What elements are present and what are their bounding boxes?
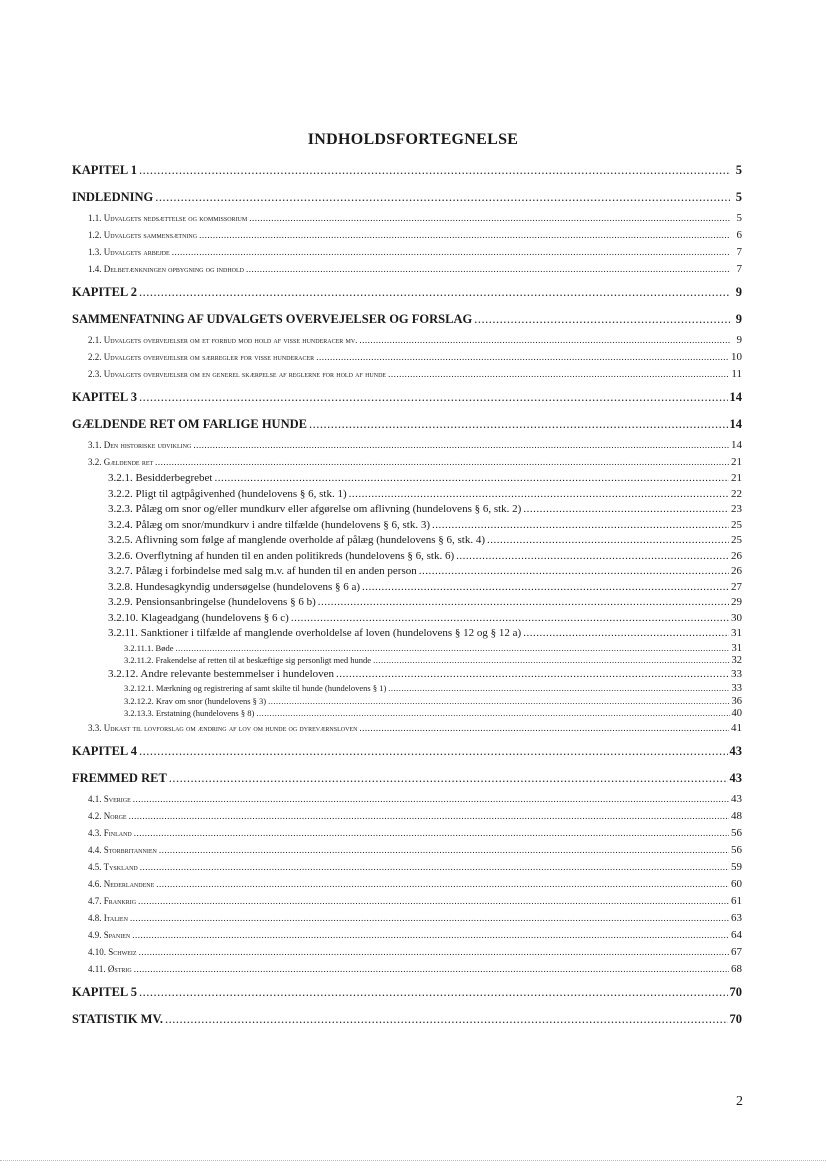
toc-entry-label: 3.2.6. Overflytning af hunden til en anden politikreds (hundelovens § 6, stk. 6) [108, 549, 455, 562]
toc-entry-page: 21 [731, 472, 742, 484]
toc-entry[interactable] [72, 893, 742, 910]
toc-entry-label: 1.3. Udvalgets arbejde [88, 247, 170, 257]
toc-entry[interactable] [72, 927, 742, 944]
dot-leader [139, 158, 730, 183]
dot-leader [362, 580, 729, 596]
toc-entry-page: 23 [731, 503, 742, 515]
toc-entry-page: 31 [731, 642, 742, 654]
toc-entry-page: 61 [731, 894, 742, 907]
toc-entry-page: 5 [735, 163, 742, 177]
toc-entry-page: 6 [736, 229, 742, 241]
toc-entry[interactable] [72, 261, 742, 278]
toc-entry-page: 64 [731, 928, 742, 941]
toc-entry[interactable] [72, 349, 742, 366]
toc-entry-page: 25 [731, 518, 742, 531]
toc-entry-page: 56 [731, 826, 742, 839]
toc-entry[interactable] [72, 707, 742, 720]
toc-entry[interactable] [72, 454, 742, 471]
dot-leader [139, 739, 728, 764]
toc-entry-label: 3.2. Gældende ret [88, 457, 154, 467]
toc-entry-label: 4.2. Norge [88, 810, 127, 821]
toc-entry-page: 21 [731, 456, 742, 468]
dot-leader [129, 808, 729, 825]
dot-leader [172, 244, 730, 261]
dot-leader [134, 961, 729, 978]
dot-leader [169, 766, 728, 791]
dot-leader [523, 626, 729, 642]
toc-entry[interactable] [72, 410, 742, 437]
dot-leader [336, 667, 729, 683]
toc-entry-page: 70 [729, 1011, 742, 1026]
toc-entry[interactable] [72, 595, 742, 611]
dot-leader [359, 332, 730, 349]
toc-entry-label: KAPITEL 2 [72, 285, 137, 299]
toc-entry-label: 4.8. Italien [88, 912, 128, 923]
dot-leader [309, 412, 728, 437]
dot-leader [359, 720, 729, 737]
toc-entry[interactable] [72, 825, 742, 842]
dot-leader [130, 910, 729, 927]
dot-leader [155, 185, 730, 210]
toc-entry-page: 14 [731, 439, 742, 451]
dot-leader [156, 876, 729, 893]
toc-entry-label: 3.1. Den historiske udvikling [88, 440, 192, 450]
dot-leader [474, 307, 730, 332]
toc-entry-page: 9 [735, 285, 742, 299]
dot-leader [268, 695, 729, 708]
toc-entry[interactable] [72, 695, 742, 708]
toc-entry-label: 4.3. Finland [88, 827, 132, 838]
toc-entry-page: 25 [731, 534, 742, 546]
dot-leader [291, 611, 729, 627]
toc-entry-label: 3.2.12.1. Mærkning og registrering af samt skilte til hunde (hundelovens § 1) [124, 683, 387, 693]
toc-entry-label: KAPITEL 3 [72, 390, 137, 404]
dot-leader [419, 564, 729, 580]
dot-leader [134, 825, 729, 842]
toc-entry-label: 2.2. Udvalgets overvejelser om særregler for visse hunderacer [88, 352, 315, 362]
toc-entry-label: 4.11. Østrig [88, 963, 132, 974]
toc-entry[interactable] [72, 580, 742, 596]
toc-entry-label: 4.7. Frankrig [88, 895, 137, 906]
toc-entry-page: 41 [731, 721, 742, 734]
toc-entry[interactable] [72, 156, 742, 183]
toc-entry-label: 3.2.8. Hundesagkyndig undersøgelse (hundelovens § 6 a) [108, 580, 361, 593]
toc-entry-page: 56 [731, 843, 742, 856]
dot-leader [139, 980, 728, 1005]
toc-entry-page: 9 [736, 334, 742, 346]
toc-entry-page: 43 [729, 743, 742, 758]
dot-leader [176, 642, 730, 655]
dot-leader [318, 595, 729, 611]
toc-entry-label: 3.2.13.3. Erstatning (hundelovens § 8) [124, 708, 255, 718]
toc-entry-page: 5 [736, 212, 742, 224]
toc-entry[interactable] [72, 876, 742, 893]
toc-entry-label: 4.9. Spanien [88, 929, 131, 940]
dot-leader [349, 487, 729, 503]
dot-leader [388, 366, 729, 383]
toc-entry[interactable] [72, 978, 742, 1005]
toc-entry-page: 10 [731, 351, 742, 363]
dot-leader [138, 893, 729, 910]
toc-entry-page: 68 [731, 962, 742, 975]
dot-leader [432, 518, 729, 534]
toc-entry-label: 4.5. Tyskland [88, 861, 138, 872]
toc-entry[interactable] [72, 244, 742, 261]
toc-entry-page: 67 [731, 945, 742, 958]
toc-entry-label: 3.2.9. Pensionsanbringelse (hundelovens § 6 b) [108, 596, 316, 608]
toc-entry-label: 3.2.7. Pålæg i forbindelse med salg m.v. af hunden til en anden person [108, 565, 417, 577]
toc-entry-label: 3.3. Udkast til lovforslag om ændring af lov om hunde og dyreværnsloven [88, 722, 358, 733]
toc-entry-label: 4.1. Sverige [88, 793, 131, 804]
toc-entry[interactable] [72, 366, 742, 383]
toc-entry[interactable] [72, 859, 742, 876]
dot-leader [214, 471, 729, 487]
toc-entry-label: SAMMENFATNING AF UDVALGETS OVERVEJELSER OG FORSLAG [72, 312, 473, 326]
dot-leader [316, 349, 729, 366]
toc-entry-page: 36 [731, 695, 742, 707]
toc-entry-label: 3.2.11.2. Frakendelse af retten til at beskæftige sig personligt med hunde [124, 655, 372, 665]
dot-leader [165, 1007, 727, 1032]
toc-entry[interactable] [72, 518, 742, 534]
toc-entry-label: 4.6. Nederlandene [88, 878, 155, 889]
dot-leader [373, 654, 729, 667]
dot-leader [246, 261, 730, 278]
toc-entry-page: 9 [735, 312, 742, 326]
toc-entry-page: 70 [729, 984, 742, 999]
dot-leader [159, 842, 729, 859]
toc-entry-label: 4.4. Storbritannien [88, 844, 157, 855]
toc-entry[interactable] [72, 564, 742, 580]
toc-entry[interactable] [72, 667, 742, 683]
dot-leader [487, 533, 729, 549]
toc-entry-label: 4.10. Schweiz [88, 946, 137, 957]
dot-leader [249, 210, 730, 227]
toc-entry-label: 2.1. Udvalgets overvejelser om et forbud mod hold af visse hunderacer mv. [88, 335, 358, 345]
toc-entry-page: 48 [731, 809, 742, 822]
toc-entry[interactable] [72, 210, 742, 227]
dot-leader [193, 437, 729, 454]
toc-entry[interactable] [72, 791, 742, 808]
dot-leader [199, 227, 730, 244]
toc-entry[interactable] [72, 502, 742, 518]
toc-entry[interactable] [72, 944, 742, 961]
toc-entry[interactable] [72, 549, 742, 565]
toc-entry-label: 2.3. Udvalgets overvejelser om en generel skærpelse af reglerne for hold af hunde [88, 369, 387, 379]
toc-entry[interactable] [72, 332, 742, 349]
toc-entry[interactable] [72, 471, 742, 487]
toc-entry-label: INDLEDNING [72, 190, 154, 204]
toc-entry-label: KAPITEL 5 [72, 984, 137, 999]
toc-entry[interactable] [72, 305, 742, 332]
toc-entry-page: 27 [731, 580, 742, 593]
toc-entry-label: 1.4. Delbetænkningen opbygning og indhold [88, 264, 244, 274]
toc-entry[interactable] [72, 183, 742, 210]
toc-entry[interactable] [72, 642, 742, 655]
toc-entry-label: KAPITEL 1 [72, 163, 137, 177]
toc-entry-page: 7 [736, 246, 742, 258]
toc-entry[interactable] [72, 737, 742, 764]
dot-leader [140, 859, 729, 876]
toc-entry-page: 43 [731, 792, 742, 805]
toc-entry[interactable] [72, 720, 742, 737]
toc-entry-label: 3.2.11.1. Bøde [124, 642, 174, 653]
toc-entry-label: 3.2.1. Besidderbegrebet [108, 472, 213, 484]
toc-entry-page: 11 [731, 368, 742, 380]
dot-leader [139, 944, 729, 961]
toc-entry-label: 3.2.12.2. Krav om snor (hundelovens § 3) [124, 695, 267, 706]
toc-entry-label: GÆLDENDE RET OM FARLIGE HUNDE [72, 417, 307, 431]
toc-entry-page: 63 [731, 911, 742, 924]
toc-entry[interactable] [72, 278, 742, 305]
toc-entry-page: 26 [731, 549, 742, 562]
toc-entry-page: 22 [731, 487, 742, 500]
toc-entry-label: 3.2.5. Aflivning som følge af manglende overholde af pålæg (hundelovens § 6, stk. 4) [108, 534, 485, 546]
toc-entry-page: 33 [731, 683, 742, 694]
toc-entry-label: 3.2.4. Pålæg om snor/mundkurv i andre tilfælde (hundelovens § 6, stk. 3) [108, 518, 431, 531]
toc-entry-page: 7 [736, 263, 742, 275]
toc-entry[interactable] [72, 533, 742, 549]
toc-entry-page: 31 [731, 627, 742, 639]
toc-entry-label: 1.2. Udvalgets sammensætning [88, 230, 198, 240]
toc-entry-label: 3.2.10. Klageadgang (hundelovens § 6 c) [108, 611, 289, 624]
toc-entry[interactable] [72, 1005, 742, 1032]
toc-entry-label: 3.2.12. Andre relevante bestemmelser i hundeloven [108, 667, 335, 680]
toc-entry[interactable] [72, 611, 742, 627]
dot-leader [388, 682, 729, 695]
toc-entry[interactable] [72, 383, 742, 410]
dot-leader [456, 549, 729, 565]
toc-entry-label: STATISTIK MV. [72, 1011, 164, 1026]
dot-leader [523, 502, 729, 518]
toc-entry-page: 32 [731, 655, 742, 666]
toc-entry[interactable] [72, 910, 742, 927]
dot-leader [139, 280, 730, 305]
toc-entry-page: 60 [731, 877, 742, 890]
dot-leader [256, 707, 729, 720]
toc-entry-label: FREMMED RET [72, 770, 167, 785]
toc-entry[interactable] [72, 437, 742, 454]
toc-entry-label: KAPITEL 4 [72, 743, 137, 758]
toc-entry-page: 14 [729, 390, 742, 404]
toc-entry-label: 3.2.11. Sanktioner i tilfælde af manglende overholdelse af loven (hundelovens § 12 og § 12 a) [108, 627, 522, 639]
toc-entry-page: 26 [731, 565, 742, 577]
page-number: 2 [736, 1094, 743, 1109]
dot-leader [139, 385, 728, 410]
toc-entry[interactable] [72, 227, 742, 244]
toc-entry[interactable] [72, 961, 742, 978]
dot-leader [132, 927, 729, 944]
toc-entry-page: 40 [731, 708, 742, 719]
toc-entry[interactable] [72, 626, 742, 642]
page-title: INDHOLDSFORTEGNELSE [307, 131, 519, 148]
toc-entry-page: 59 [731, 860, 742, 873]
footer-divider [0, 1160, 826, 1161]
toc-entry-label: 1.1. Udvalgets nedsættelse og kommissorium [88, 213, 248, 223]
toc-entry-label: 3.2.2. Pligt til agtpågivenhed (hundelovens § 6, stk. 1) [108, 487, 347, 500]
toc-entry[interactable] [72, 842, 742, 859]
toc-entry[interactable] [72, 654, 742, 667]
toc-entry-page: 43 [729, 770, 742, 785]
toc-entry-page: 5 [735, 190, 742, 204]
toc-entry-page: 33 [731, 667, 742, 680]
dot-leader [155, 454, 729, 471]
dot-leader [133, 791, 729, 808]
toc-entry-page: 30 [731, 611, 742, 624]
toc-entry[interactable] [72, 808, 742, 825]
toc-entry[interactable] [72, 682, 742, 695]
toc-entry-label: 3.2.3. Pålæg om snor og/eller mundkurv eller afgørelse om aflivning (hundelovens § 6, stk. 2) [108, 503, 522, 515]
toc-entry[interactable] [72, 764, 742, 791]
toc-entry-page: 14 [729, 417, 742, 431]
toc-entry-page: 29 [731, 596, 742, 608]
toc-entry[interactable] [72, 487, 742, 503]
table-of-contents [72, 156, 742, 1032]
